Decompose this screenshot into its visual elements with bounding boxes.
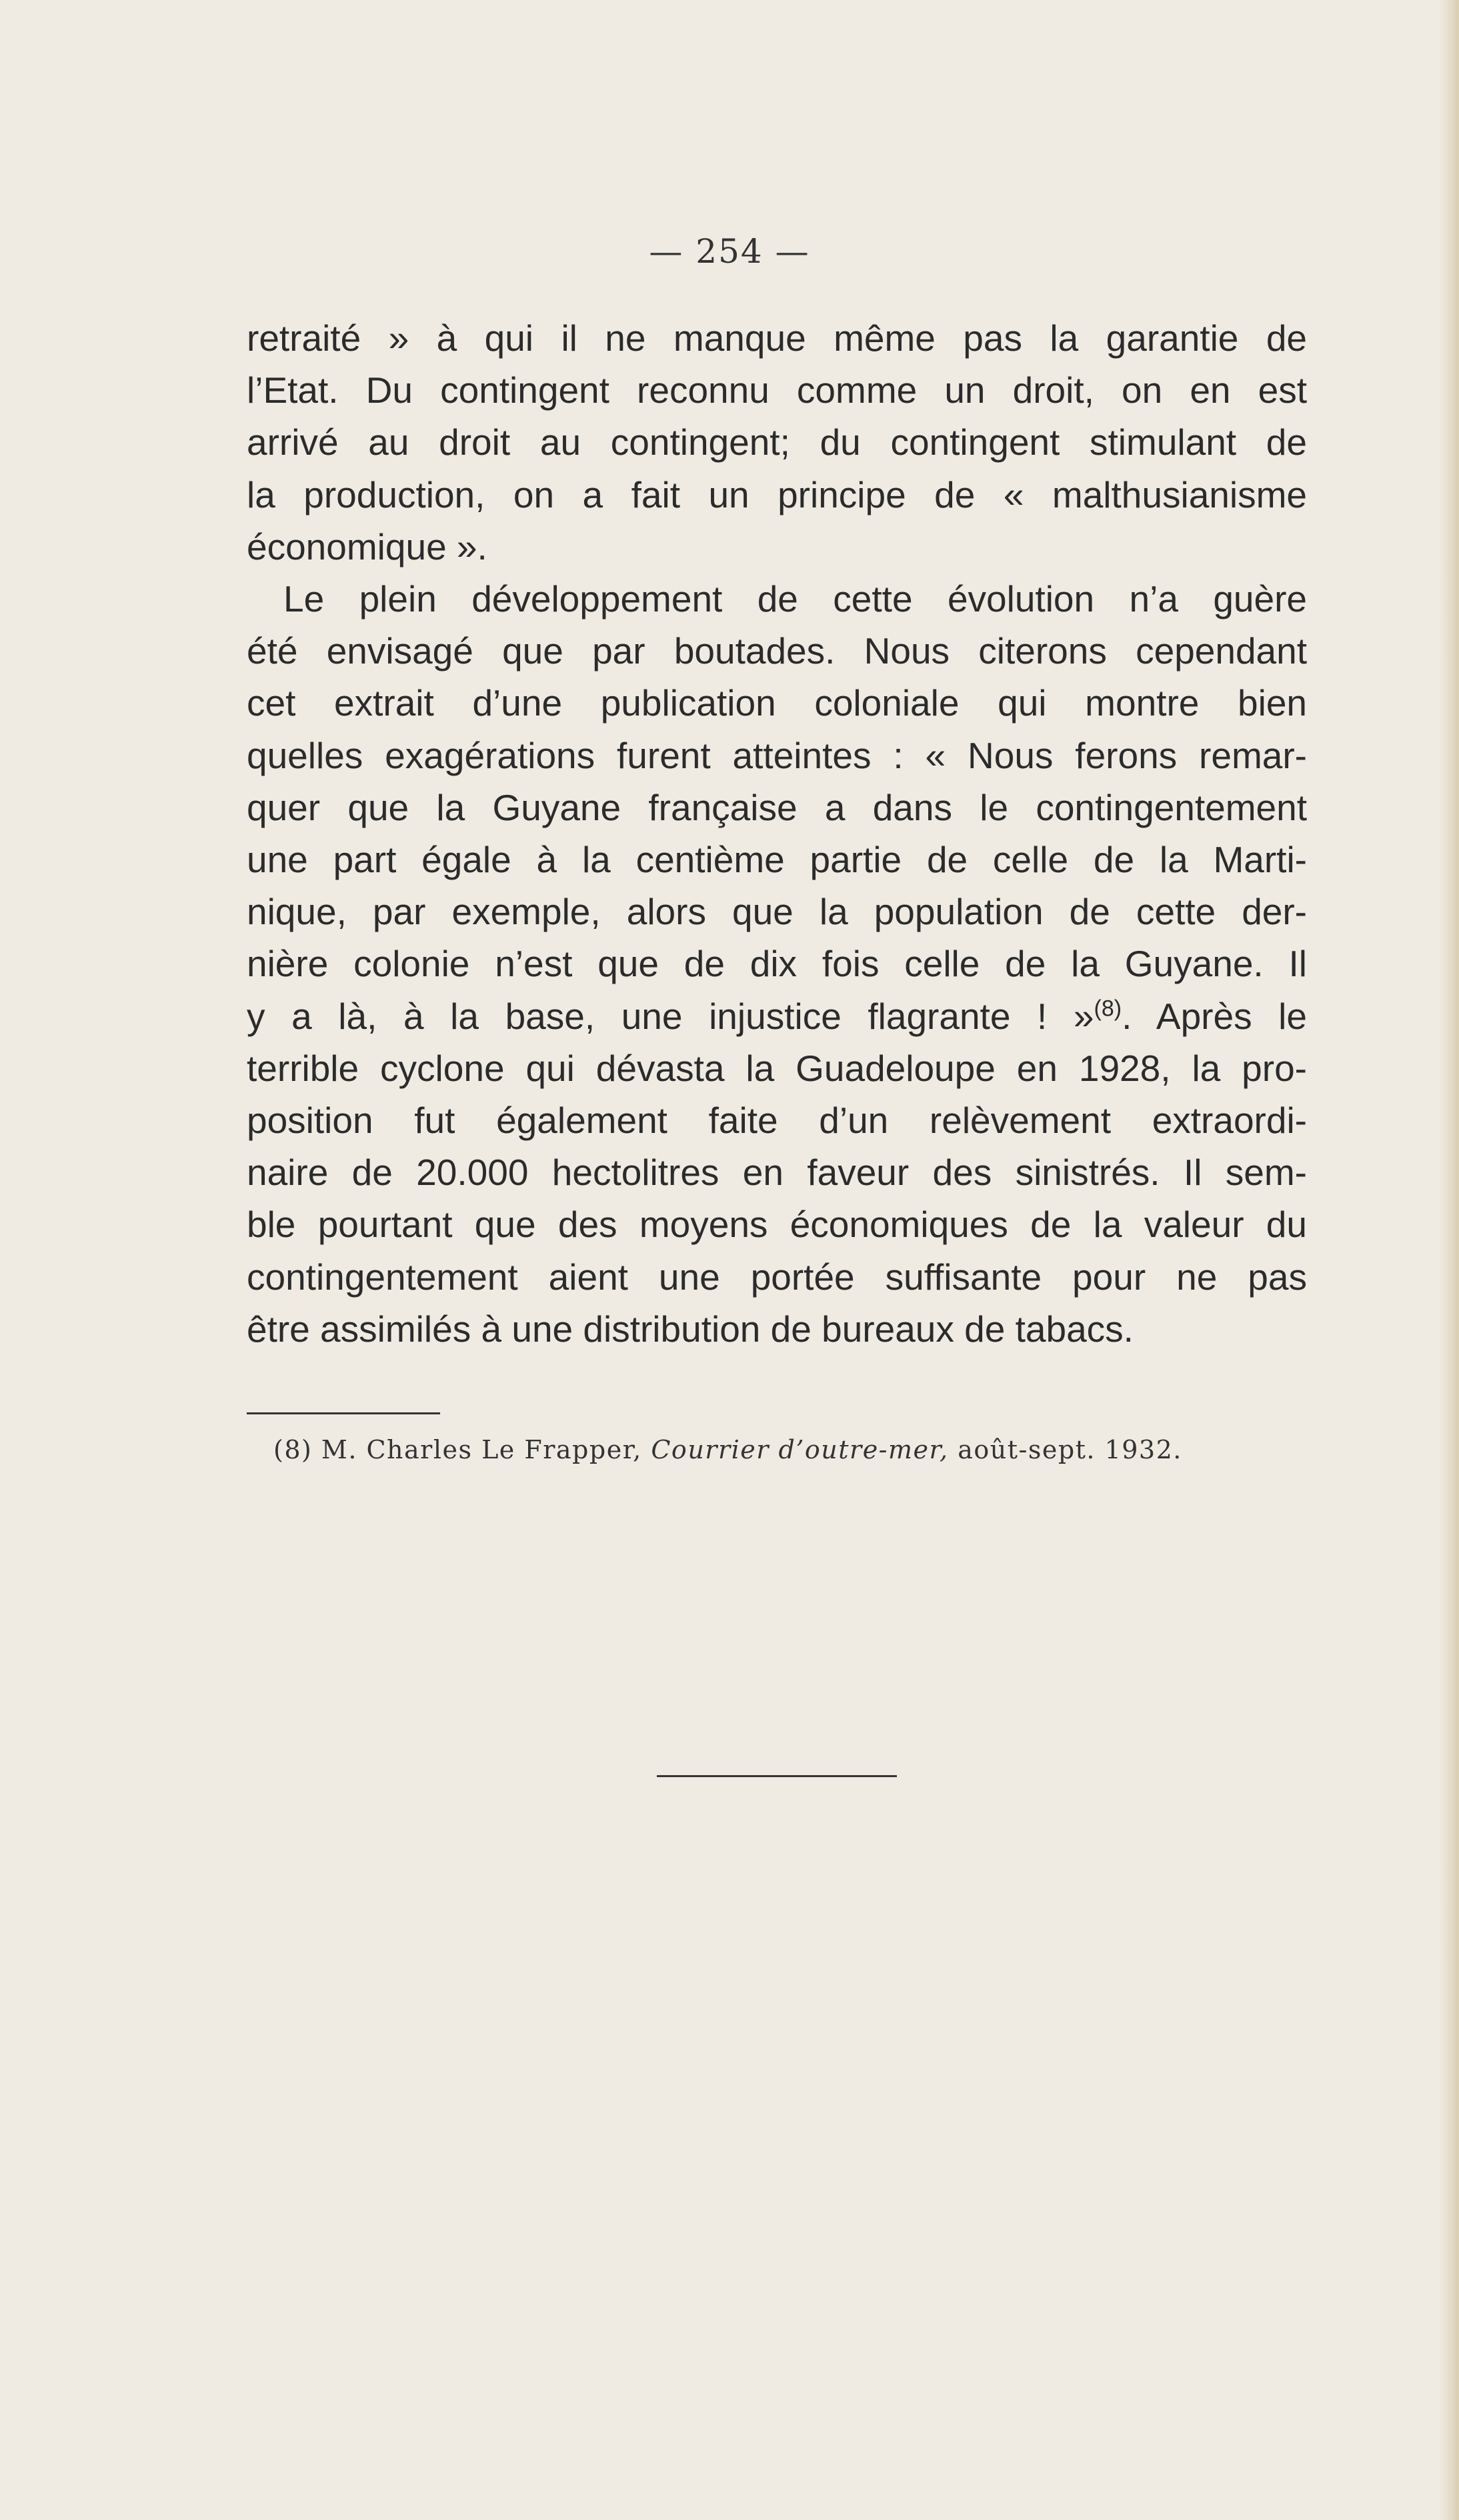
text-line: une part égale à la centième partie de celle de la Marti- [247, 839, 1307, 881]
footnote [273, 1435, 1182, 1464]
text-line: cet extrait d’une publication coloniale qui montre bien [247, 682, 1307, 724]
text-line: retraité » à qui il ne manque même pas la garantie de [247, 317, 1307, 359]
text-line: arrivé au droit au contingent; du contingent stimulant de [247, 421, 1307, 463]
footnote-separator [247, 1412, 440, 1414]
text-line: être assimilés à une distribution de bureaux de tabacs. [247, 1308, 1134, 1350]
text-line-with-footnote-ref [247, 990, 1307, 1042]
text-line: la production, on a fait un principe de « malthusianisme [247, 473, 1307, 515]
body-text [247, 312, 1307, 1355]
text-line: l’Etat. Du contingent reconnu comme un droit, on en est [247, 369, 1307, 411]
text-line: Le plein développement de cette évolution n’a guère [283, 578, 1307, 620]
text-line: terrible cyclone qui dévasta la Guadeloupe en 1928, la pro- [247, 1047, 1307, 1089]
text-line: ble pourtant que des moyens économiques de la valeur du [247, 1204, 1307, 1246]
footnote-reference: (8) [1094, 996, 1122, 1022]
text-line: contingentement aient une portée suffisante pour ne pas [247, 1256, 1307, 1298]
footnote-source-title: Courrier d’outre-mer, [651, 1435, 949, 1464]
text-line: nique, par exemple, alors que la population de cette der- [247, 891, 1307, 933]
text-line: économique ». [247, 525, 487, 567]
text-line: quer que la Guyane française a dans le contingentement [247, 786, 1307, 828]
section-end-rule [657, 1775, 897, 1777]
text-line: naire de 20.000 hectolitres en faveur des sinistrés. Il sem- [247, 1152, 1307, 1194]
text-line: nière colonie n’est que de dix fois celle de la Guyane. Il [247, 943, 1307, 985]
text-line: quelles exagérations furent atteintes : « Nous ferons remar- [247, 734, 1307, 776]
text-segment: . Après le [1122, 995, 1307, 1037]
page-edge-shadow [1439, 0, 1459, 2520]
text-line: été envisagé que par boutades. Nous citerons cependant [247, 630, 1307, 672]
text-segment: y a là, à la base, une injustice flagrante ! » [247, 995, 1094, 1037]
page-number: — 254 — [649, 232, 810, 271]
footnote-author: (8) M. Charles Le Frapper, [273, 1435, 642, 1464]
footnote-date: août-sept. 1932. [958, 1435, 1182, 1464]
text-line: position fut également faite d’un relèvement extraordi- [247, 1100, 1307, 1142]
